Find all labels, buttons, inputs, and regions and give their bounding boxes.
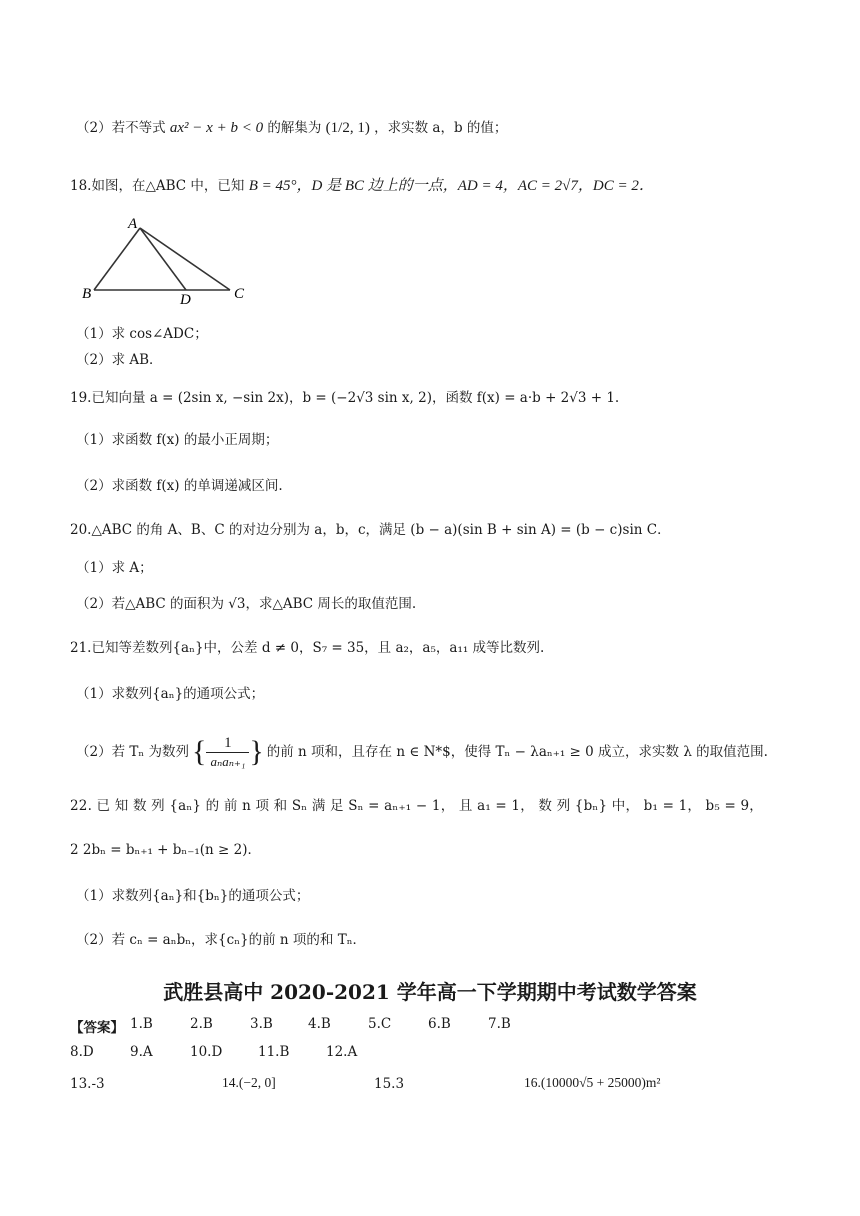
- q21-part2-tail: 的前 n 项和，且存在 n ∈ N*$，使得 Tₙ − λaₙ₊₁ ≥ 0 成立，求实数 λ 的取值范围.: [266, 744, 768, 760]
- q20-stem: 20.△ABC 的角 A、B、C 的对边分别为 a，b，c，满足 (b − a)(sin B + sin A) = (b − c)sin C．: [70, 522, 671, 538]
- q18-part2: （2）求 AB．: [76, 352, 163, 368]
- answer-1: 1.B: [130, 1016, 153, 1032]
- q22-stem2: 2 2bₙ = bₙ₊₁ + bₙ₋₁(n ≥ 2)．: [70, 842, 261, 858]
- answer-8: 8.D: [70, 1044, 94, 1060]
- answer-2: 2.B: [190, 1016, 213, 1032]
- label-a: A: [128, 216, 138, 232]
- left-brace: {: [192, 735, 207, 768]
- q17-inequality: ax² − x + b < 0: [169, 120, 264, 136]
- q22-part2: （2）若 cₙ = aₙbₙ，求{cₙ}的前 n 项的和 Tₙ．: [76, 932, 367, 948]
- answer-11: 11.B: [258, 1044, 290, 1060]
- answer-4: 4.B: [308, 1016, 331, 1032]
- fraction-denominator: aₙaₙ₊₁: [210, 753, 246, 769]
- q20-part1: （1）求 A；: [76, 560, 153, 576]
- fraction: [206, 734, 249, 771]
- label-c: C: [234, 286, 245, 302]
- answer-7: 7.B: [488, 1016, 511, 1032]
- segment-ad: [140, 228, 186, 290]
- answer-16: 16.(10000√5 + 25000)m²: [524, 1075, 661, 1090]
- q18-stem-a: 18.如图，在△ABC 中，已知: [70, 178, 245, 194]
- fraction-numerator: 1: [224, 734, 232, 751]
- q22-part1: （1）求数列{aₙ}和{bₙ}的通项公式；: [76, 888, 310, 904]
- q21-part1: （1）求数列{aₙ}的通项公式；: [76, 686, 265, 702]
- right-brace: }: [249, 735, 264, 768]
- q18-part1: （1）求 cos∠ADC；: [76, 326, 208, 342]
- q17-part2-label: （2）若不等式: [76, 120, 166, 136]
- answer-10: 10.D: [190, 1044, 223, 1060]
- q17-part2: [76, 118, 507, 138]
- answer-title: 武胜县高中 2020-2021 学年高一下学期期中考试数学答案: [163, 980, 697, 1004]
- triangle-figure: [78, 214, 258, 306]
- answer-9: 9.A: [130, 1044, 153, 1060]
- answer-15: 15.3: [374, 1076, 405, 1092]
- q21-stem: 21.已知等差数列{aₙ}中，公差 d ≠ 0，S₇ = 35，且 a₂，a₅，a₁₁ 成等比数列.: [70, 640, 545, 656]
- answer-12: 12.A: [326, 1044, 358, 1060]
- answer-3: 3.B: [250, 1016, 273, 1032]
- q21-fraction-set: [192, 734, 264, 771]
- q19-part1: （1）求函数 f(x) 的最小正周期；: [76, 432, 279, 448]
- answer-6: 6.B: [428, 1016, 451, 1032]
- q18-conditions: B = 45°，D 是 BC 边上的一点，AD = 4，AC = 2√7，DC = 2．: [248, 178, 654, 194]
- answer-5: 5.C: [368, 1016, 392, 1032]
- q19-part2: （2）求函数 f(x) 的单调递减区间.: [76, 478, 283, 494]
- q20-part2: （2）若△ABC 的面积为 √3，求△ABC 周长的取值范围.: [76, 596, 417, 612]
- side-ab: [94, 228, 140, 290]
- answer-14: 14.(−2, 0]: [222, 1075, 276, 1090]
- q17-interval: (1/2, 1): [325, 120, 370, 136]
- q21-part2-label: （2）若 Tₙ 为数列: [76, 744, 190, 760]
- answer-13: 13.-3: [70, 1076, 105, 1092]
- label-b: B: [82, 286, 92, 302]
- q18-stem: [70, 176, 654, 196]
- q17-tail: ，求实数 a，b 的值；: [374, 120, 508, 136]
- q17-mid: 的解集为: [267, 120, 322, 136]
- q22-stem: 22. 已 知 数 列 {aₙ} 的 前 n 项 和 Sₙ 满 足 Sₙ = aₙ₊₁ − 1， 且 a₁ = 1， 数 列 {bₙ} 中， b₁ = 1， b₅ = 9，: [70, 798, 763, 814]
- answer-prefix: 【答案】: [70, 1020, 124, 1036]
- side-ac: [140, 228, 230, 290]
- q21-part2: [76, 730, 768, 774]
- q19-stem: 19.已知向量 a = (2sin x, −sin 2x)，b = (−2√3 sin x, 2)，函数 f(x) = a·b + 2√3 + 1.: [70, 390, 620, 406]
- label-d: D: [180, 292, 191, 306]
